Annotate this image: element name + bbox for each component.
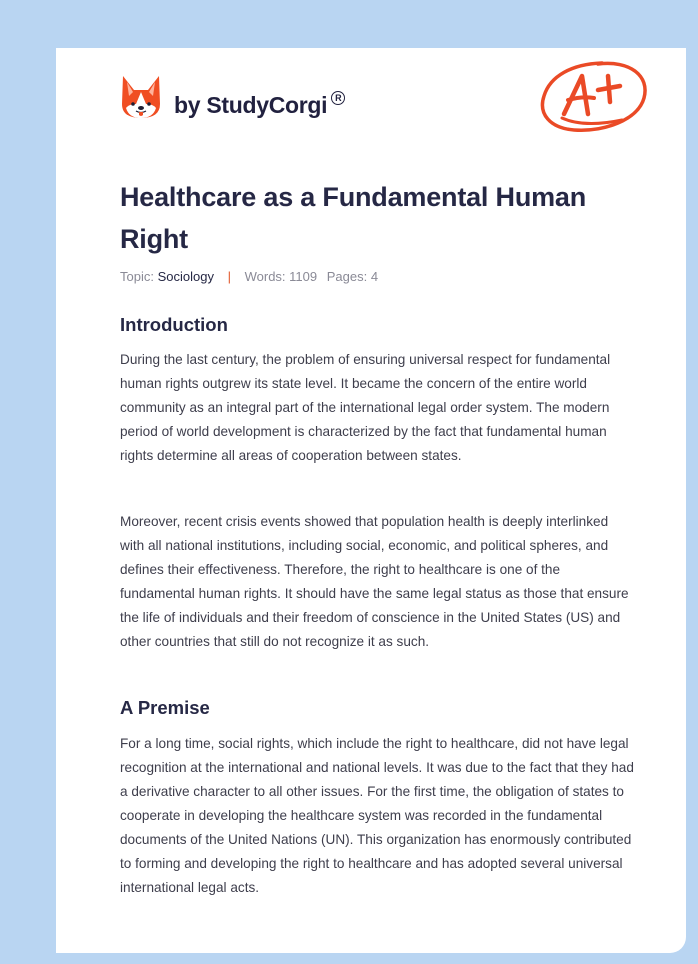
paragraph: For a long time, social rights, which include the right to healthcare, did not have legal recognition at the international and national levels. It was due to the fact that they had a derivative character to all other issues. For the first time, the obligation of states to cooperate in developing the healthcare system was recorded in the fundamental documents of the United Nations (UN). This organization has enormously contributed to forming and developing the right to healthcare and has adopted several universal international legal acts. [120,736,634,895]
brand-header[interactable] [120,74,345,120]
section-heading-introduction: Introduction [120,314,228,335]
topic-label: Topic: [120,269,154,284]
brand-name [174,92,345,119]
meta-separator: | [227,269,231,284]
corgi-icon [120,74,162,120]
section-heading-a-premise: A Premise [120,697,210,718]
document-title: Healthcare as a Fundamental Human Right [120,182,587,254]
paragraph: During the last century, the problem of ensuring universal respect for fundamental human rights outgrew its state level. It became the concern of the entire world community as an integral part of the international legal order system. The modern period of world development is characterized by the fact that fundamental human rights determine all areas of cooperation between states. [120,352,611,463]
brand-text: by StudyCorgi [174,91,328,118]
paragraph: Moreover, recent crisis events showed that population health is deeply interlinked with all national institutions, including social, economic, and political spheres, and defines their effectiveness. Therefore, the right to healthcare is one of the fundamental human rights. It should have the same legal status as those that ensure the life of individuals and their freedom of conscience in the United States (US) and other countries that still do not recognize it as such. [120,514,629,649]
registered-mark: R [331,91,345,105]
document-card [56,48,686,953]
document-meta [120,269,378,284]
word-count: Words: 1109 [244,269,318,284]
topic-link[interactable]: Sociology [157,269,214,284]
a-plus-grade-icon [538,58,650,138]
page-count: Pages: 4 [326,269,379,284]
